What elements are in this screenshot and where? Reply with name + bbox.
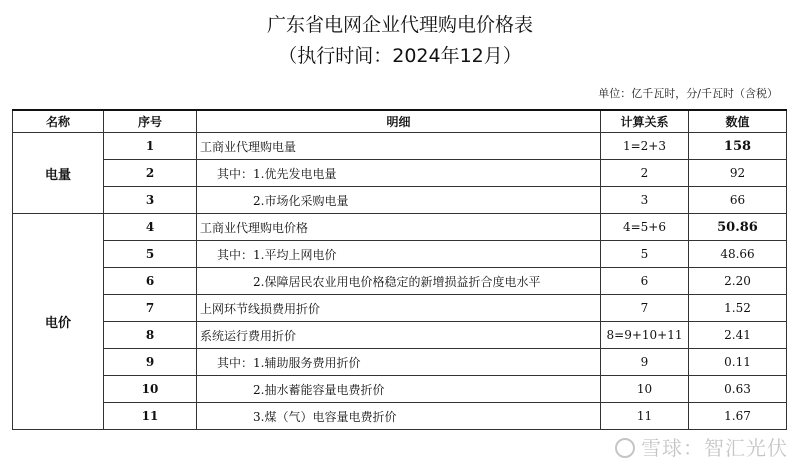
row-number-cell: 7 <box>104 295 197 322</box>
row-detail-cell: 其中：1.平均上网电价 <box>197 241 601 268</box>
header-calc: 计算关系 <box>601 110 689 133</box>
table-row <box>13 349 787 376</box>
row-calc-cell: 10 <box>601 376 689 403</box>
row-number-cell: 9 <box>104 349 197 376</box>
row-value-cell: 48.66 <box>689 241 787 268</box>
row-value-cell: 1.67 <box>689 403 787 430</box>
row-value-cell: 50.86 <box>689 214 787 241</box>
header-detail: 明细 <box>197 110 601 133</box>
row-number-cell: 6 <box>104 268 197 295</box>
row-number-cell: 11 <box>104 403 197 430</box>
unit-note: 单位：亿千瓦时，分/千瓦时（含税） <box>598 87 778 100</box>
row-value-cell: 2.20 <box>689 268 787 295</box>
header-name: 名称 <box>13 110 104 133</box>
row-value-cell: 1.52 <box>689 295 787 322</box>
header-no: 序号 <box>104 110 197 133</box>
table-row <box>13 403 787 430</box>
table-row <box>13 268 787 295</box>
row-number-cell: 8 <box>104 322 197 349</box>
row-calc-cell: 9 <box>601 349 689 376</box>
row-value-cell: 66 <box>689 187 787 214</box>
row-number-cell: 3 <box>104 187 197 214</box>
row-number-cell: 5 <box>104 241 197 268</box>
row-detail-cell: 上网环节线损费用折价 <box>197 295 601 322</box>
table-row <box>13 376 787 403</box>
table-row <box>13 133 787 160</box>
row-calc-cell: 8=9+10+11 <box>601 322 689 349</box>
row-calc-cell: 1=2+3 <box>601 133 689 160</box>
row-detail-cell: 2.抽水蓄能容量电费折价 <box>197 376 601 403</box>
page-title: 广东省电网企业代理购电价格表 <box>266 14 533 36</box>
row-detail-cell: 工商业代理购电价格 <box>197 214 601 241</box>
row-detail-cell: 其中：1.优先发电电量 <box>197 160 601 187</box>
row-calc-cell: 11 <box>601 403 689 430</box>
watermark <box>615 432 788 461</box>
row-calc-cell: 2 <box>601 160 689 187</box>
row-number-cell: 2 <box>104 160 197 187</box>
group-name-cell: 电量 <box>13 133 104 214</box>
table-row <box>13 295 787 322</box>
table-row <box>13 214 787 241</box>
header-value: 数值 <box>689 110 787 133</box>
table-row <box>13 160 787 187</box>
price-table <box>12 109 787 430</box>
row-calc-cell: 7 <box>601 295 689 322</box>
watermark-text: 雪球：智汇光伏 <box>641 436 788 460</box>
row-calc-cell: 4=5+6 <box>601 214 689 241</box>
table-row <box>13 241 787 268</box>
group-name-cell: 电价 <box>13 214 104 430</box>
table-header-row <box>13 110 787 133</box>
table-row <box>13 322 787 349</box>
table-row <box>13 187 787 214</box>
row-value-cell: 0.11 <box>689 349 787 376</box>
row-number-cell: 1 <box>104 133 197 160</box>
row-calc-cell: 5 <box>601 241 689 268</box>
row-value-cell: 2.41 <box>689 322 787 349</box>
row-value-cell: 158 <box>689 133 787 160</box>
row-detail-cell: 工商业代理购电量 <box>197 133 601 160</box>
row-value-cell: 92 <box>689 160 787 187</box>
row-detail-cell: 2.市场化采购电量 <box>197 187 601 214</box>
snowball-logo-icon <box>615 438 635 458</box>
page-subtitle: （执行时间：2024年12月） <box>278 45 522 67</box>
row-detail-cell: 系统运行费用折价 <box>197 322 601 349</box>
row-detail-cell: 3.煤（气）电容量电费折价 <box>197 403 601 430</box>
row-value-cell: 0.63 <box>689 376 787 403</box>
table-body <box>13 133 787 430</box>
row-number-cell: 10 <box>104 376 197 403</box>
row-calc-cell: 6 <box>601 268 689 295</box>
row-detail-cell: 其中：1.辅助服务费用折价 <box>197 349 601 376</box>
row-number-cell: 4 <box>104 214 197 241</box>
row-calc-cell: 3 <box>601 187 689 214</box>
row-detail-cell: 2.保障居民农业用电价格稳定的新增损益折合度电水平 <box>197 268 601 295</box>
